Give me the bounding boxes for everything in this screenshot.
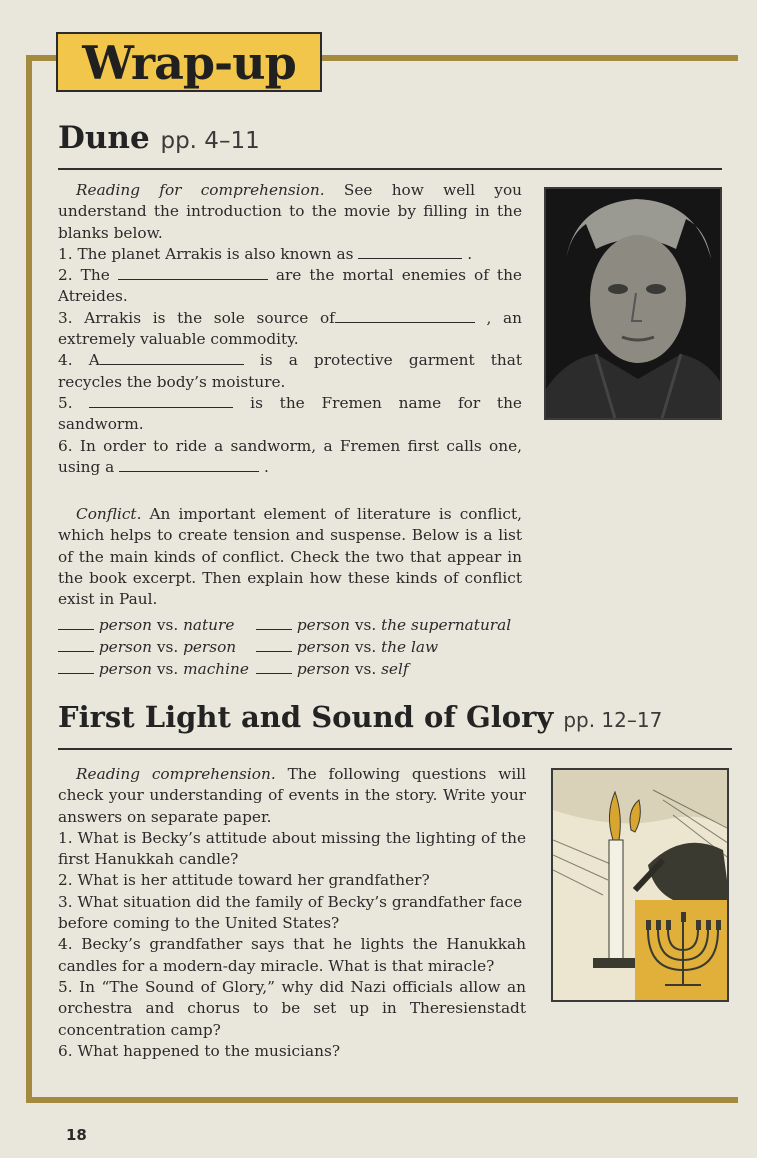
dune-q5: 5. is the Fremen name for the sandworm. bbox=[58, 393, 522, 434]
dune-q6: 6. In order to ride a sandworm, a Fremen first calls one, using a . bbox=[58, 436, 522, 476]
conflict-label: Conflict. bbox=[76, 505, 142, 523]
dune-heading bbox=[58, 120, 260, 156]
conflict-item[interactable]: person vs. the law bbox=[256, 636, 454, 658]
candle-illustration bbox=[551, 768, 729, 1002]
blank-q1[interactable] bbox=[358, 246, 462, 259]
portrait-image bbox=[546, 189, 722, 420]
first-light-q3: 3. What situation did the family of Becky’s grandfather face before coming to the United States? bbox=[58, 892, 523, 933]
dune-title: Dune bbox=[58, 120, 150, 156]
first-light-comprehension bbox=[58, 764, 526, 1062]
comprehension-label: Reading for comprehension. bbox=[76, 181, 325, 199]
first-light-q1: 1. What is Becky’s attitude about missing the lighting of the first Hanukkah candle? bbox=[58, 828, 526, 869]
dune-q3: 3. Arrakis is the sole source of , an extremely valuable commodity. bbox=[58, 308, 522, 349]
comprehension-intro: See how well you understand the introduction to the movie by filling in the blanks below. bbox=[58, 181, 523, 242]
conflict-item[interactable]: person vs. self bbox=[256, 658, 454, 680]
dune-pages: pp. 4–11 bbox=[160, 128, 260, 154]
first-light-pages: pp. 12–17 bbox=[563, 708, 663, 732]
dune-q4: 4. A is a protective garment that recycles the body’s moisture. bbox=[58, 351, 522, 391]
blank-q3[interactable] bbox=[335, 310, 475, 323]
first-light-title: First Light and Sound of Glory bbox=[58, 700, 554, 734]
first-light-rule bbox=[58, 748, 732, 750]
blank-q4[interactable] bbox=[100, 352, 244, 365]
dune-conflict bbox=[58, 504, 522, 610]
conflict-item[interactable]: person vs. nature bbox=[58, 614, 256, 636]
dune-q2: 2. The are the mortal enemies of the Atreides. bbox=[58, 266, 522, 306]
blank-q2[interactable] bbox=[118, 267, 268, 280]
dune-q1: 1. The planet Arrakis is also known as . bbox=[58, 244, 473, 263]
page-number: 18 bbox=[66, 1126, 87, 1144]
conflict-item[interactable]: person vs. machine bbox=[58, 658, 256, 680]
first-light-q5: 5. In “The Sound of Glory,” why did Nazi officials allow an orchestra and chorus to be set up in Theresienstadt concentration camp? bbox=[58, 977, 526, 1039]
wrap-up-badge: Wrap-up bbox=[56, 32, 322, 92]
first-light-q4: 4. Becky’s grandfather says that he lights the Hanukkah candles for a modern-day miracle. What is that miracle? bbox=[58, 935, 526, 975]
portrait-photo bbox=[544, 187, 722, 420]
first-light-heading bbox=[58, 700, 662, 734]
candle-menorah-image bbox=[553, 770, 729, 1002]
first-light-comprehension-label: Reading comprehension. bbox=[76, 765, 276, 783]
conflict-item[interactable]: person vs. the supernatural bbox=[256, 614, 454, 636]
conflict-checklist bbox=[58, 614, 512, 680]
first-light-comprehension-intro: The following questions will check your understanding of events in the story. Write your answers on separate paper. bbox=[58, 765, 526, 826]
blank-q5[interactable] bbox=[89, 395, 233, 408]
first-light-q6: 6. What happened to the musicians? bbox=[58, 1041, 341, 1060]
conflict-item[interactable]: person vs. person bbox=[58, 636, 256, 658]
dune-rule bbox=[58, 168, 722, 170]
blank-q6[interactable] bbox=[119, 459, 259, 472]
first-light-q2: 2. What is her attitude toward her grandfather? bbox=[58, 871, 430, 890]
conflict-intro: An important element of literature is conflict, which helps to create tension and suspense. Below is a list of the main kinds of conflict. Check the two that appear in the book excerpt. Then explain how these kinds of conflict exist in Paul. bbox=[58, 505, 522, 609]
dune-comprehension bbox=[58, 180, 522, 478]
